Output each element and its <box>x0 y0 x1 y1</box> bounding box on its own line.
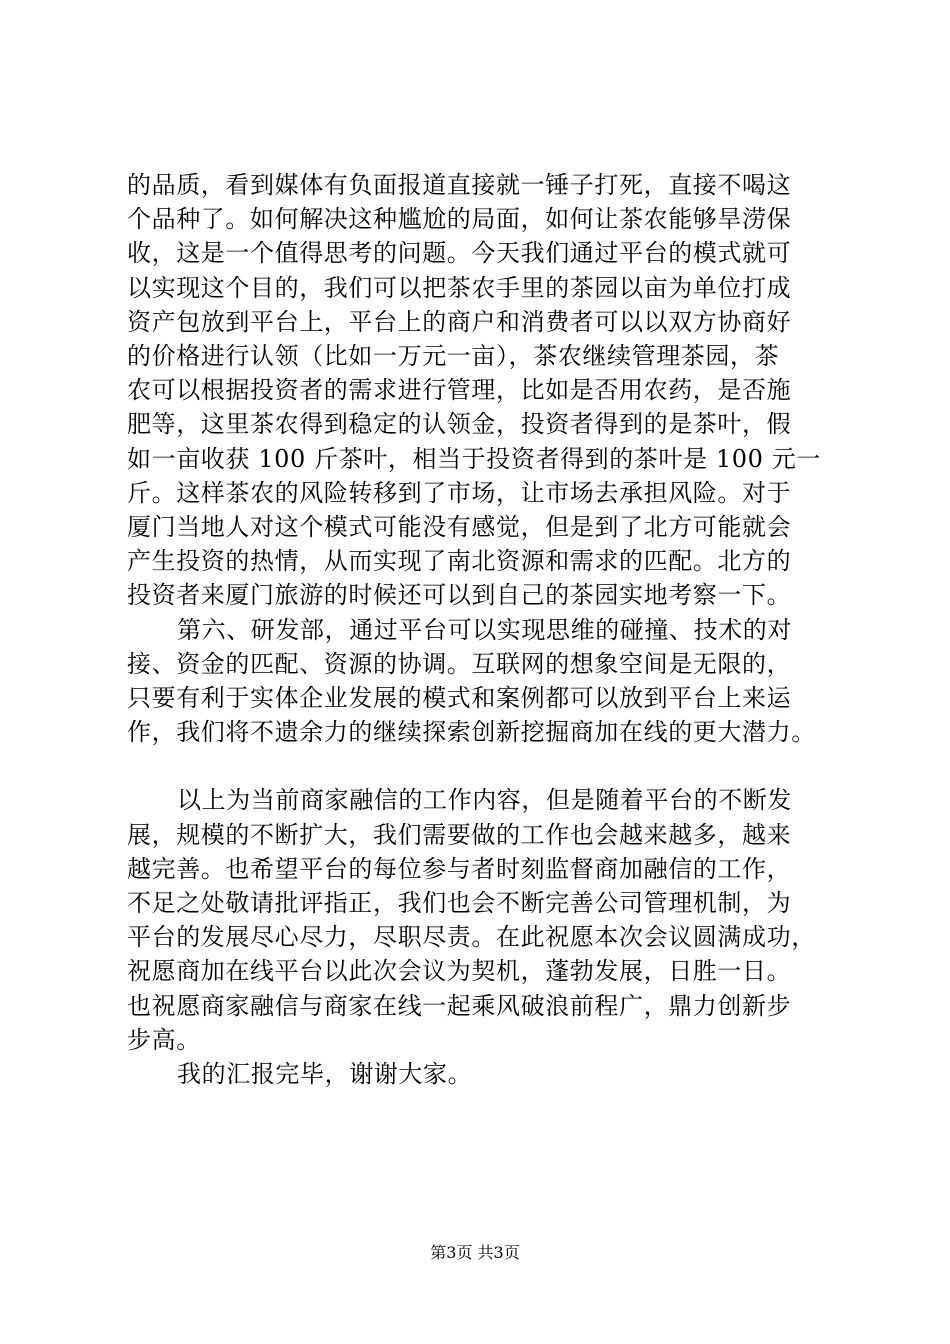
paragraph-gap <box>127 749 827 783</box>
text-line: 厦门当地人对这个模式可能没有感觉，但是到了北方可能就会 <box>127 513 792 542</box>
text-line: 第六、研发部，通过平台可以实现思维的碰撞、技术的对 <box>177 615 792 644</box>
text-line: 如一亩收获 100 斤茶叶，相当于投资者得到的茶叶是 100 元一 <box>127 444 821 473</box>
text-line: 祝愿商加在线平台以此次会议为契机，蓬勃发展，日胜一日。 <box>127 957 792 986</box>
text-line: 投资者来厦门旅游的时候还可以到自己的茶园实地考察一下。 <box>127 581 792 610</box>
text-line: 以实现这个目的，我们可以把茶农手里的茶园以亩为单位打成 <box>127 273 792 302</box>
text-line: 展，规模的不断扩大，我们需要做的工作也会越来越多，越来 <box>127 820 792 849</box>
text-line: 接、资金的匹配、资源的协调。互联网的想象空间是无限的， <box>127 649 792 678</box>
text-line: 斤。这样茶农的风险转移到了市场，让市场去承担风险。对于 <box>127 478 792 507</box>
text-line: 越完善。也希望平台的每位参与者时刻监督商加融信的工作， <box>127 854 792 883</box>
text-line: 农可以根据投资者的需求进行管理，比如是否用农药，是否施 <box>127 376 792 405</box>
text-line: 不足之处敬请批评指正，我们也会不断完善公司管理机制，为 <box>127 889 792 918</box>
text-line: 步高。 <box>127 1025 201 1054</box>
text-line: 的价格进行认领（比如一万元一亩），茶农继续管理茶园，茶 <box>127 342 780 371</box>
page-footer: 第3页 共3页 <box>430 1243 520 1262</box>
text-line: 以上为当前商家融信的工作内容，但是随着平台的不断发 <box>177 786 792 815</box>
document-body <box>127 168 827 1091</box>
text-line: 作，我们将不遗余力的继续探索创新挖掘商加在线的更大潜力。 <box>127 718 816 747</box>
text-line: 平台的发展尽心尽力，尽职尽责。在此祝愿本次会议圆满成功， <box>127 923 816 952</box>
text-line: 也祝愿商家融信与商家在线一起乘风破浪前程广，鼎力创新步 <box>127 991 792 1020</box>
text-line: 产生投资的热情，从而实现了南北资源和需求的匹配。北方的 <box>127 547 792 576</box>
text-line: 肥等，这里茶农得到稳定的认领金，投资者得到的是茶叶，假 <box>127 410 792 439</box>
text-line: 个品种了。如何解决这种尴尬的局面，如何让茶农能够旱涝保 <box>127 205 792 234</box>
text-line: 资产包放到平台上，平台上的商户和消费者可以以双方协商好 <box>127 307 792 336</box>
text-line: 收，这是一个值得思考的问题。今天我们通过平台的模式就可 <box>127 239 792 268</box>
text-line: 的品质，看到媒体有负面报道直接就一锤子打死，直接不喝这 <box>127 171 792 199</box>
text-line: 我的汇报完毕，谢谢大家。 <box>177 1060 473 1089</box>
text-line: 只要有利于实体企业发展的模式和案例都可以放到平台上来运 <box>127 684 792 713</box>
